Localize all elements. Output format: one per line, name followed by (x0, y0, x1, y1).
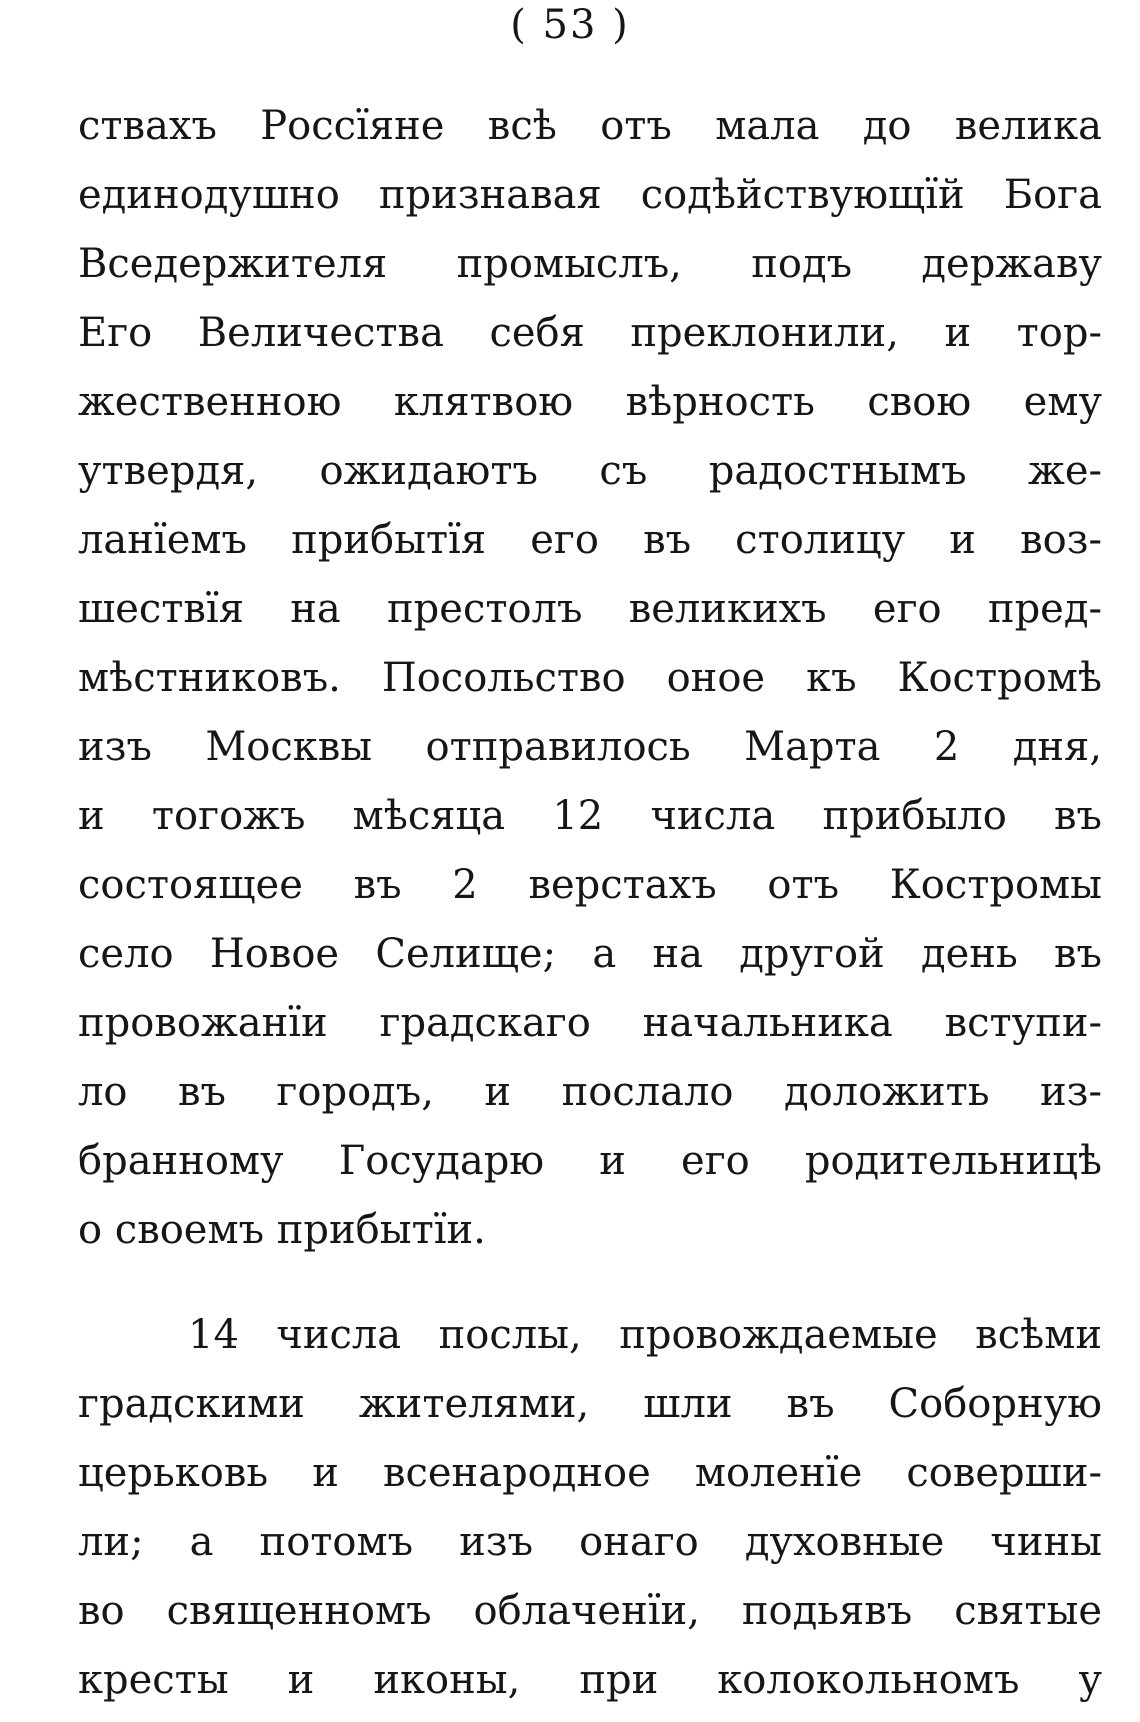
text-line: провожанїи градскаго начальника вступи- (78, 1000, 1102, 1046)
text-line: ствахъ Россїяне всѣ отъ мала до велика (78, 103, 1102, 149)
text-line: ли; а потомъ изъ онаго духовные чины (78, 1519, 1102, 1565)
text-line: бранному Государю и его родительницѣ (78, 1138, 1102, 1184)
paragraph (78, 92, 1102, 1265)
text-line: Вседержителя промыслъ, подъ державу (78, 241, 1102, 287)
text-line: церьковь и всенародное моленїе соверши- (78, 1450, 1102, 1496)
text-line: кресты и иконы, при колокольномъ у (78, 1657, 1102, 1703)
text-line: мѣстниковъ. Посольство оное къ Костромѣ (78, 655, 1102, 701)
text-line: Его Величества себя преклонили, и тор- (78, 310, 1102, 356)
text-line: единодушно признавая содѣйствующїй Бога (78, 172, 1102, 218)
text-line: о своемъ прибытїи. (78, 1207, 486, 1253)
page-number: ( 53 ) (510, 2, 630, 48)
text-line: градскими жителями, шли въ Соборную (78, 1381, 1102, 1427)
text-line: 14 числа послы, провождаемые всѣми (188, 1312, 1102, 1358)
body-text (78, 92, 1102, 1715)
paragraph-gap (78, 1265, 1102, 1301)
text-line: изъ Москвы отправилось Марта 2 дня, (78, 724, 1102, 770)
text-line: и тогожъ мѣсяца 12 числа прибыло въ (78, 793, 1102, 839)
text-line: утвердя, ожидаютъ съ радостнымъ же- (78, 448, 1102, 494)
text-line: жественною клятвою вѣрность свою ему (78, 379, 1102, 425)
text-line: состоящее въ 2 верстахъ отъ Костромы (78, 862, 1102, 908)
paragraph (78, 1301, 1102, 1715)
text-line: село Новое Селище; а на другой день въ (78, 931, 1102, 977)
text-line: ло въ городъ, и послало доложить из- (78, 1069, 1102, 1115)
text-line: во священномъ облаченїи, подьявъ святые (78, 1588, 1102, 1634)
text-line: ланїемъ прибытїя его въ столицу и воз- (78, 517, 1102, 563)
text-line: шествїя на престолъ великихъ его пред- (78, 586, 1102, 632)
